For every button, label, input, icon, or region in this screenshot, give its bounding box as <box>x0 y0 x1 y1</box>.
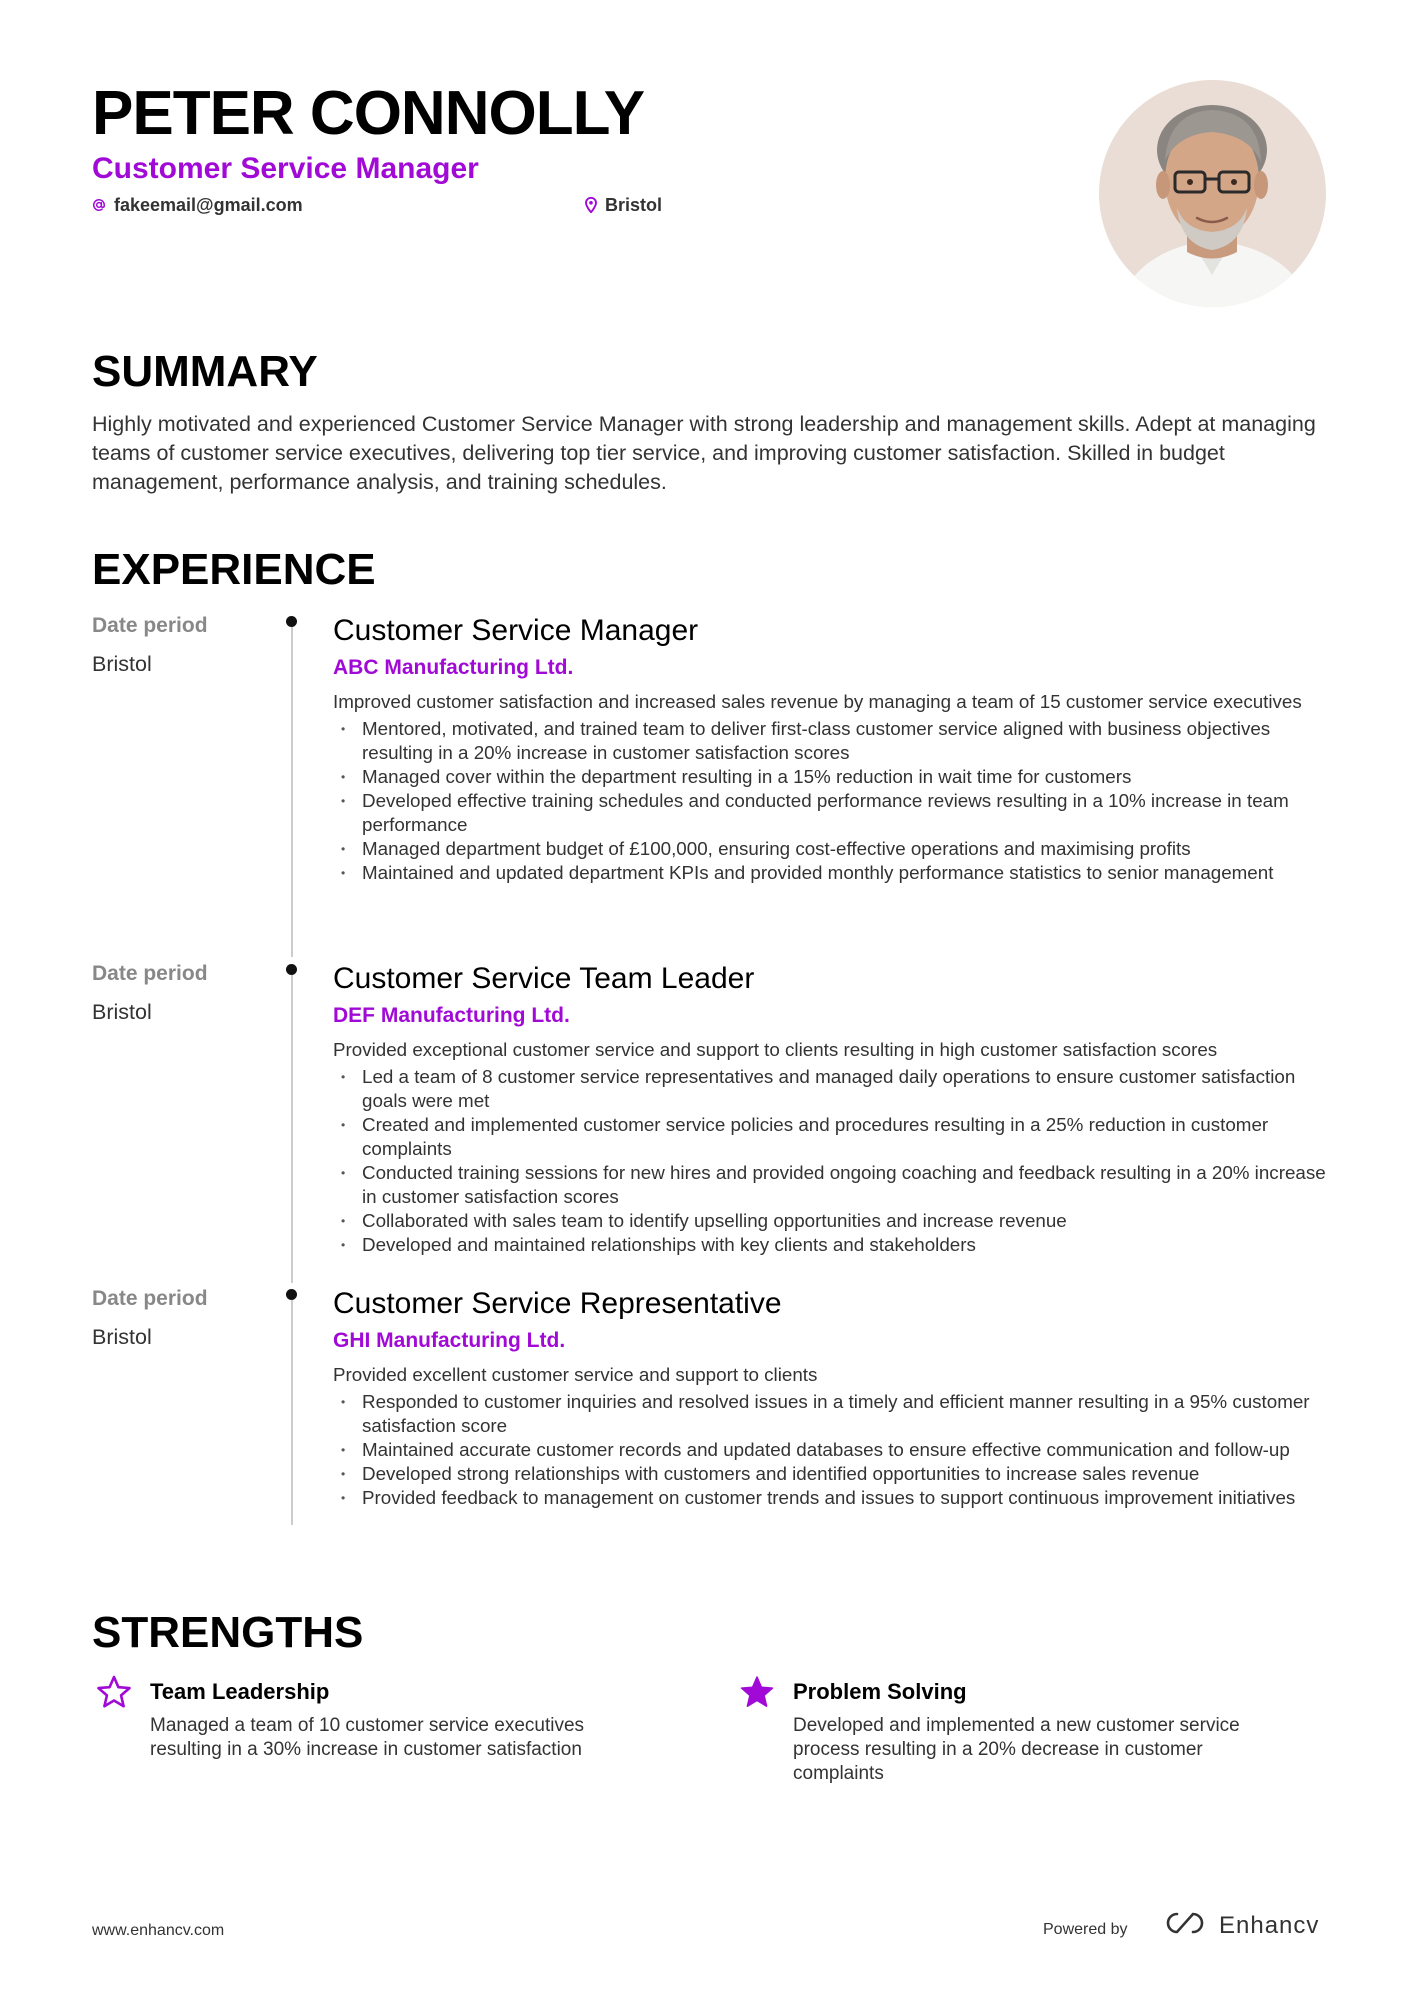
job-title: Customer Service Manager <box>333 614 699 647</box>
experience-date: Date period <box>92 962 208 985</box>
experience-date: Date period <box>92 614 208 637</box>
job-bullet: • Conducted training sessions for new hires and provided ongoing coaching and feedback resulting in a 20% increase in customer satisfaction scores <box>333 1161 1333 1209</box>
job-bullet: • Led a team of 8 customer service representatives and managed daily operations to ensure customer satisfaction goals were met <box>333 1065 1333 1113</box>
company-name: DEF Manufacturing Ltd. <box>333 1004 570 1027</box>
job-bullet: • Developed and maintained relationships with key clients and stakeholders <box>333 1233 1333 1257</box>
enhancv-brand-text: Enhancv <box>1219 1911 1320 1939</box>
job-description: Improved customer satisfaction and increased sales revenue by managing a team of 15 customer service executives <box>333 691 1302 712</box>
job-bullets <box>333 717 1333 885</box>
strengths-heading: STRENGTHS <box>92 1608 364 1657</box>
company-name: ABC Manufacturing Ltd. <box>333 656 574 679</box>
location-text: Bristol <box>605 195 663 215</box>
experience-body <box>333 960 1333 1257</box>
footer-url[interactable]: www.enhancv.com <box>92 1922 225 1939</box>
enhancv-logo[interactable] <box>1163 1910 1319 1941</box>
experience-date: Date period <box>92 1287 208 1310</box>
profile-photo <box>1099 80 1326 307</box>
location-pin-icon <box>585 197 597 213</box>
contact-location <box>585 193 662 217</box>
experience-body <box>333 612 1333 885</box>
experience-location: Bristol <box>92 1000 152 1024</box>
job-bullet: • Collaborated with sales team to identify upselling opportunities and increase revenue <box>333 1209 1333 1233</box>
timeline-line <box>291 1300 293 1525</box>
timeline-dot <box>286 616 297 627</box>
timeline-dot <box>286 1289 297 1300</box>
experience-location: Bristol <box>92 652 152 676</box>
candidate-title: Customer Service Manager <box>92 152 479 185</box>
enhancv-logo-icon <box>1163 1910 1209 1941</box>
experience-location: Bristol <box>92 1325 152 1349</box>
email-text: fakeemail@gmail.com <box>114 195 303 215</box>
timeline-line <box>291 975 293 1283</box>
job-description: Provided exceptional customer service and support to clients resulting in high customer satisfaction scores <box>333 1039 1218 1060</box>
job-description: Provided excellent customer service and support to clients <box>333 1364 818 1385</box>
at-icon <box>92 198 106 212</box>
job-bullet: • Created and implemented customer service policies and procedures resulting in a 25% reduction in customer complaints <box>333 1113 1333 1161</box>
job-bullet: • Developed effective training schedules and conducted performance reviews resulting in a 10% increase in team performance <box>333 789 1333 837</box>
candidate-name: PETER CONNOLLY <box>92 79 645 148</box>
job-bullet: • Managed department budget of £100,000, ensuring cost-effective operations and maximising profits <box>333 837 1333 861</box>
job-title: Customer Service Team Leader <box>333 962 755 995</box>
job-bullet: • Maintained accurate customer records and updated databases to ensure effective communication and follow-up <box>333 1438 1333 1462</box>
job-bullet: • Developed strong relationships with customers and identified opportunities to increase sales revenue <box>333 1462 1333 1486</box>
job-bullet: • Mentored, motivated, and trained team to deliver first-class customer service aligned with business objectives resulting in a 20% increase in customer satisfaction scores <box>333 717 1333 765</box>
star-filled-icon <box>739 1674 775 1710</box>
job-bullets <box>333 1065 1333 1257</box>
timeline-dot <box>286 964 297 975</box>
job-bullet: • Managed cover within the department resulting in a 15% reduction in wait time for customers <box>333 765 1333 789</box>
summary-text: Highly motivated and experienced Customer Service Manager with strong leadership and management skills. Adept at managing teams of customer service executives, delivering top tier service, and improving customer satisfaction. Skilled in budget management, performance analysis, and training schedules. <box>92 412 1316 494</box>
strength-title: Team Leadership <box>150 1679 330 1704</box>
strength-description: Managed a team of 10 customer service executives resulting in a 30% increase in customer satisfaction <box>150 1715 585 1760</box>
strength-description: Developed and implemented a new customer service process resulting in a 20% decrease in customer complaints <box>793 1715 1240 1784</box>
job-bullet: • Maintained and updated department KPIs and provided monthly performance statistics to senior management <box>333 861 1333 885</box>
job-bullets <box>333 1390 1333 1510</box>
strength-title: Problem Solving <box>793 1679 967 1704</box>
job-bullet: • Responded to customer inquiries and resolved issues in a timely and efficient manner resulting in a 95% customer satisfaction score <box>333 1390 1333 1438</box>
company-name: GHI Manufacturing Ltd. <box>333 1329 566 1352</box>
experience-heading: EXPERIENCE <box>92 545 376 594</box>
powered-by-label: Powered by <box>1043 1921 1128 1938</box>
job-bullet: • Provided feedback to management on customer trends and issues to support continuous improvement initiatives <box>333 1486 1333 1510</box>
experience-body <box>333 1285 1333 1510</box>
contact-email[interactable] <box>92 193 303 217</box>
summary-heading: SUMMARY <box>92 347 318 396</box>
job-title: Customer Service Representative <box>333 1287 782 1320</box>
timeline-line <box>291 627 293 957</box>
star-outline-icon <box>96 1674 132 1710</box>
